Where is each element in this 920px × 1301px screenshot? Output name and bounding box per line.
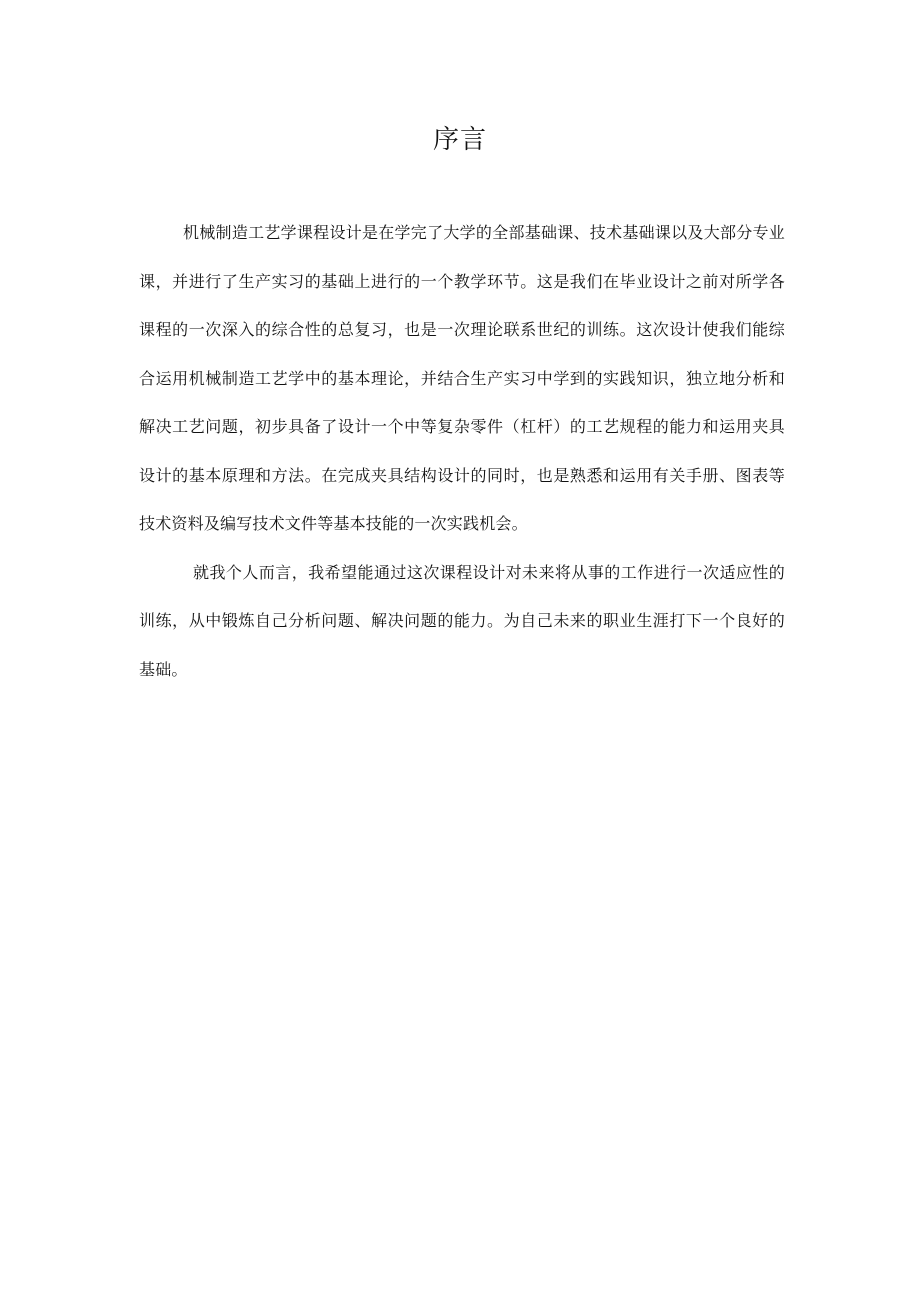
- body-text: [139, 209, 785, 694]
- paragraph-2: 就我个人而言，我希望能通过这次课程设计对未来将从事的工作进行一次适应性的训练，从中锻炼自己分析问题、解决问题的能力。为自己未来的职业生涯打下一个良好的基础。: [139, 562, 785, 679]
- paragraph-1: 机械制造工艺学课程设计是在学完了大学的全部基础课、技术基础课以及大部分专业课，并进行了生产实习的基础上进行的一个教学环节。这是我们在毕业设计之前对所学各课程的一次深入的综合性的总复习，也是一次理论联系世纪的训练。这次设计使我们能综合运用机械制造工艺学中的基本理论，并结合生产实习中学到的实践知识，独立地分析和解决工艺问题，初步具备了设计一个中等复杂零件（杠杆）的工艺规程的能力和运用夹具设计的基本原理和方法。在完成夹具结构设计的同时，也是熟悉和运用有关手册、图表等技术资料及编写技术文件等基本技能的一次实践机会。: [139, 223, 785, 533]
- page-title: 序言: [432, 125, 487, 155]
